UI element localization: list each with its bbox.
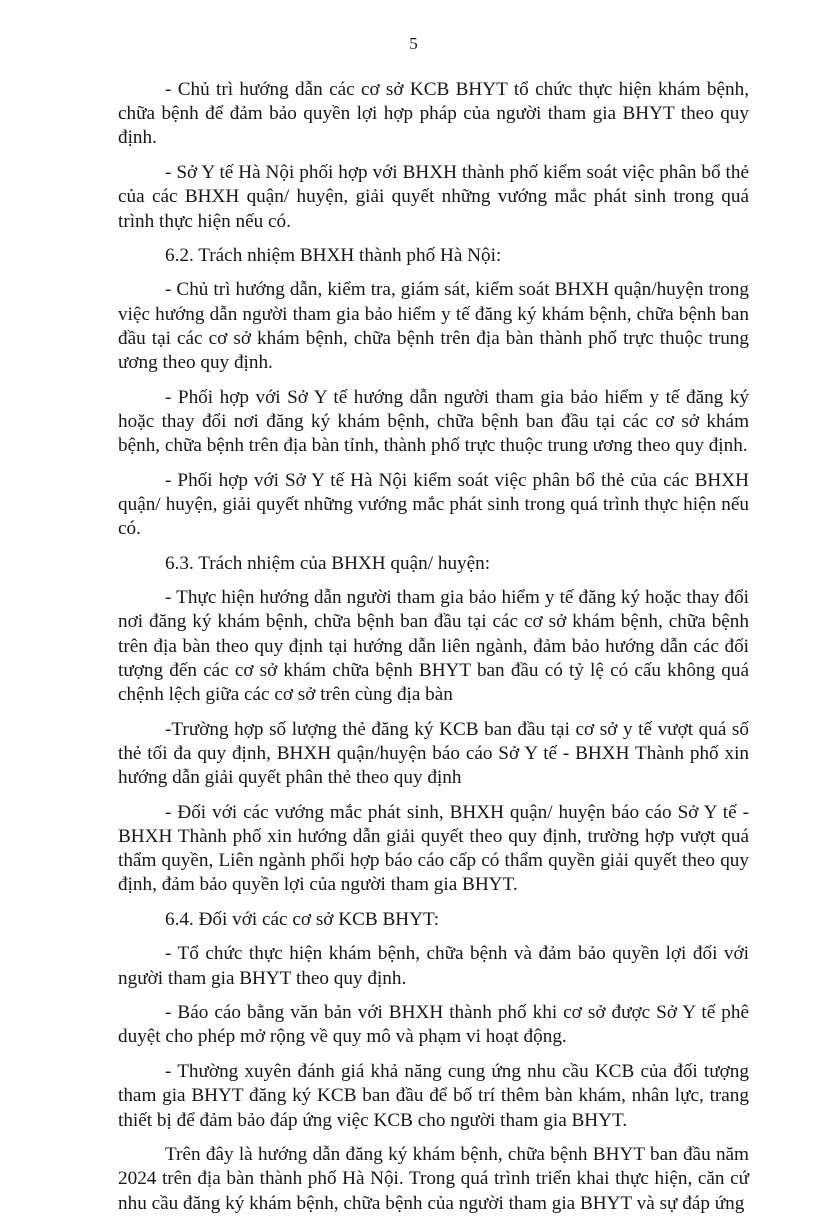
paragraph-so-y-te-phoi-hop: - Sở Y tế Hà Nội phối hợp với BHXH thành phố kiểm soát việc phân bổ thẻ của các BHXH quận/ huyện, giải quyết những vướng mắc phát sinh trong quá trình thực hiện nếu có. bbox=[118, 162, 749, 232]
paragraph-vuot-so-the: -Trường hợp số lượng thẻ đăng ký KCB ban đầu tại cơ sở y tế vượt quá số thẻ tối đa quy định, BHXH quận/huyện báo cáo Sở Y tế - BHXH Thành phố xin hướng dẫn giải quyết phân thẻ theo quy định bbox=[118, 718, 749, 789]
paragraph-to-chuc-kcb: - Tổ chức thực hiện khám bệnh, chữa bệnh và đảm bảo quyền lợi đối với người tham gia BHYT theo quy định. bbox=[118, 943, 749, 989]
paragraph-ket-luan: Trên đây là hướng dẫn đăng ký khám bệnh, chữa bệnh BHYT ban đầu năm 2024 trên địa bàn thành phố Hà Nội. Trong quá trình triển khai thực hiện, căn cứ nhu cầu đăng ký khám bệnh, chữa bệnh của người tham gia BHYT và sự đáp ứng bbox=[118, 1144, 749, 1214]
document-body bbox=[118, 78, 749, 1225]
section-heading-6-3: 6.3. Trách nhiệm của BHXH quận/ huyện: bbox=[165, 552, 491, 574]
paragraph-bhxh-phoi-hop-huong-dan: - Phối hợp với Sở Y tế hướng dẫn người tham gia bảo hiểm y tế đăng ký hoặc thay đổi nơi đăng ký khám bệnh, chữa bệnh ban đầu tại các cơ sở khám bệnh, chữa bệnh trên địa bàn tỉnh, thành phố trực thuộc trung ương theo quy định. bbox=[118, 386, 749, 457]
paragraph-vuong-mac-phat-sinh: - Đối với các vướng mắc phát sinh, BHXH quận/ huyện báo cáo Sở Y tế - BHXH Thành phố xin hướng dẫn giải quyết theo quy định, trường hợp vượt quá thẩm quyền, Liên ngành phối hợp báo cáo cấp có thẩm quyền giải quyết theo quy định, đảm bảo quyền lợi của người tham gia BHYT. bbox=[118, 801, 749, 896]
page-number: 5 bbox=[409, 34, 418, 53]
paragraph-chu-tri-huong-dan: - Chủ trì hướng dẫn các cơ sở KCB BHYT tổ chức thực hiện khám bệnh, chữa bệnh để đảm bảo quyền lợi hợp pháp của người tham gia BHYT theo quy định. bbox=[118, 79, 749, 149]
section-heading-6-4: 6.4. Đối với các cơ sở KCB BHYT: bbox=[165, 909, 440, 931]
paragraph-bhxh-kiem-soat-the: - Phối hợp với Sở Y tế Hà Nội kiểm soát việc phân bổ thẻ của các BHXH quận/ huyện, giải quyết những vướng mắc phát sinh trong quá trình thực hiện nếu có. bbox=[118, 469, 749, 540]
paragraph-danh-gia-kha-nang: - Thường xuyên đánh giá khả năng cung ứng nhu cầu KCB của đối tượng tham gia BHYT đăng ký KCB ban đầu để bố trí thêm bàn khám, nhân lực, trang thiết bị để đảm bảo đáp ứng việc KCB cho người tham gia BHYT. bbox=[118, 1061, 749, 1131]
paragraph-quan-huyen-huong-dan: - Thực hiện hướng dẫn người tham gia bảo hiểm y tế đăng ký hoặc thay đổi nơi đăng ký khám bệnh, chữa bệnh ban đầu tại các cơ sở khám bệnh, chữa bệnh trên địa bàn theo quy định tại hướng dẫn liên ngành, đảm bảo hướng dẫn các đối tượng đến các cơ sở khám chữa bệnh BHYT ban đầu có tỷ lệ có cấu không quá chệnh lệch giữa các cơ sở trên cùng địa bàn bbox=[118, 587, 749, 705]
section-heading-6-2: 6.2. Trách nhiệm BHXH thành phố Hà Nội: bbox=[165, 245, 502, 267]
paragraph-bao-cao-van-ban: - Báo cáo bằng văn bản với BHXH thành phố khi cơ sở được Sở Y tế phê duyệt cho phép mở rộng về quy mô và phạm vi hoạt động. bbox=[118, 1002, 749, 1048]
paragraph-bhxh-chu-tri: - Chủ trì hướng dẫn, kiểm tra, giám sát, kiểm soát BHXH quận/huyện trong việc hướng dẫn người tham gia bảo hiểm y tế đăng ký khám bệnh, chữa bệnh ban đầu tại các cơ sở khám bệnh, chữa bệnh trên địa bàn thành phố trực thuộc trung ương theo quy định. bbox=[118, 279, 749, 374]
